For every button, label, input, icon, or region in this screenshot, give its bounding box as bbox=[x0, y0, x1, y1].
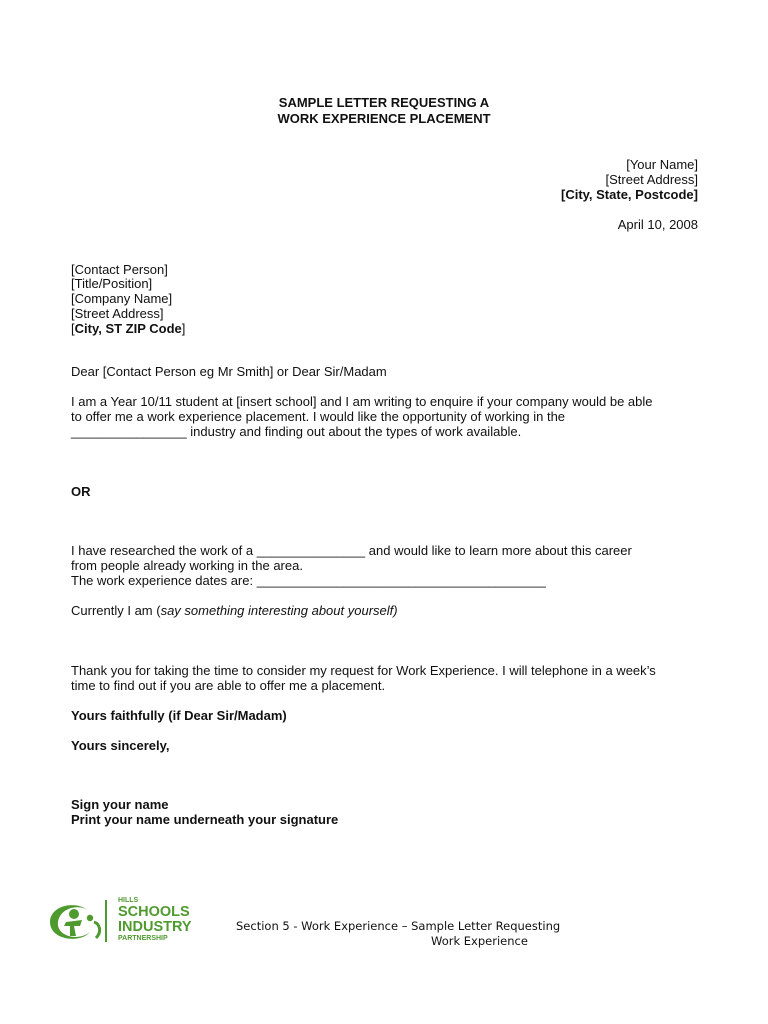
logo-partnership-text: PARTNERSHIP bbox=[118, 935, 168, 942]
logo-schools-text: SCHOOLS bbox=[118, 904, 190, 920]
title-line-2: WORK EXPERIENCE PLACEMENT bbox=[277, 111, 491, 126]
currently-line bbox=[71, 603, 398, 618]
sender-street: [Street Address] bbox=[605, 172, 698, 187]
salutation: Dear [Contact Person eg Mr Smith] or Dear Sir/Madam bbox=[71, 364, 387, 379]
sender-city: [City, State, Postcode] bbox=[560, 187, 698, 202]
para1-line2: to offer me a work experience placement. I would like the opportunity of working in the bbox=[71, 409, 566, 424]
print-name: Print your name underneath your signature bbox=[71, 812, 339, 827]
logo-emblem-icon bbox=[44, 892, 224, 948]
hsip-logo bbox=[44, 892, 224, 948]
recipient-title: [Title/Position] bbox=[71, 276, 153, 291]
currently-prefix: Currently I am ( bbox=[71, 603, 161, 618]
bracket-close: ] bbox=[181, 321, 186, 336]
recipient-street: [Street Address] bbox=[71, 306, 164, 321]
closing-faithfully: Yours faithfully (if Dear Sir/Madam) bbox=[71, 708, 287, 723]
closing-sincerely: Yours sincerely, bbox=[71, 738, 170, 753]
dates-line: The work experience dates are: ________________________________________ bbox=[71, 573, 546, 588]
para1-line1: I am a Year 10/11 student at [insert school] and I am writing to enquire if your company would be able bbox=[71, 394, 653, 409]
thanks-line1: Thank you for taking the time to consider my request for Work Experience. I will telephone in a week’s bbox=[71, 663, 656, 678]
logo-hills-text: HILLS bbox=[118, 897, 139, 904]
footer-caption-line2: Work Experience bbox=[431, 934, 528, 948]
recipient-city: City, ST ZIP Code bbox=[74, 321, 182, 336]
bracket-open: [ bbox=[71, 321, 75, 336]
recipient-city-line bbox=[71, 321, 185, 336]
letter-date: April 10, 2008 bbox=[617, 217, 698, 232]
sender-name: [Your Name] bbox=[626, 157, 698, 172]
footer-caption-line1: Section 5 - Work Experience – Sample Letter Requesting bbox=[236, 919, 561, 933]
para2-line2: from people already working in the area. bbox=[71, 558, 303, 573]
recipient-contact: [Contact Person] bbox=[71, 262, 168, 277]
para2-line1: I have researched the work of a _______________ and would like to learn more about this career bbox=[71, 543, 632, 558]
currently-italic: say something interesting about yourself) bbox=[160, 603, 398, 618]
or-label: OR bbox=[71, 484, 91, 499]
logo-industry-text: INDUSTRY bbox=[118, 919, 192, 935]
sign-name: Sign your name bbox=[71, 797, 169, 812]
thanks-line2: time to find out if you are able to offer me a placement. bbox=[71, 678, 386, 693]
title-line-1: SAMPLE LETTER REQUESTING A bbox=[278, 95, 490, 110]
recipient-company: [Company Name] bbox=[71, 291, 173, 306]
para1-line3: ________________ industry and finding out about the types of work available. bbox=[71, 424, 522, 439]
